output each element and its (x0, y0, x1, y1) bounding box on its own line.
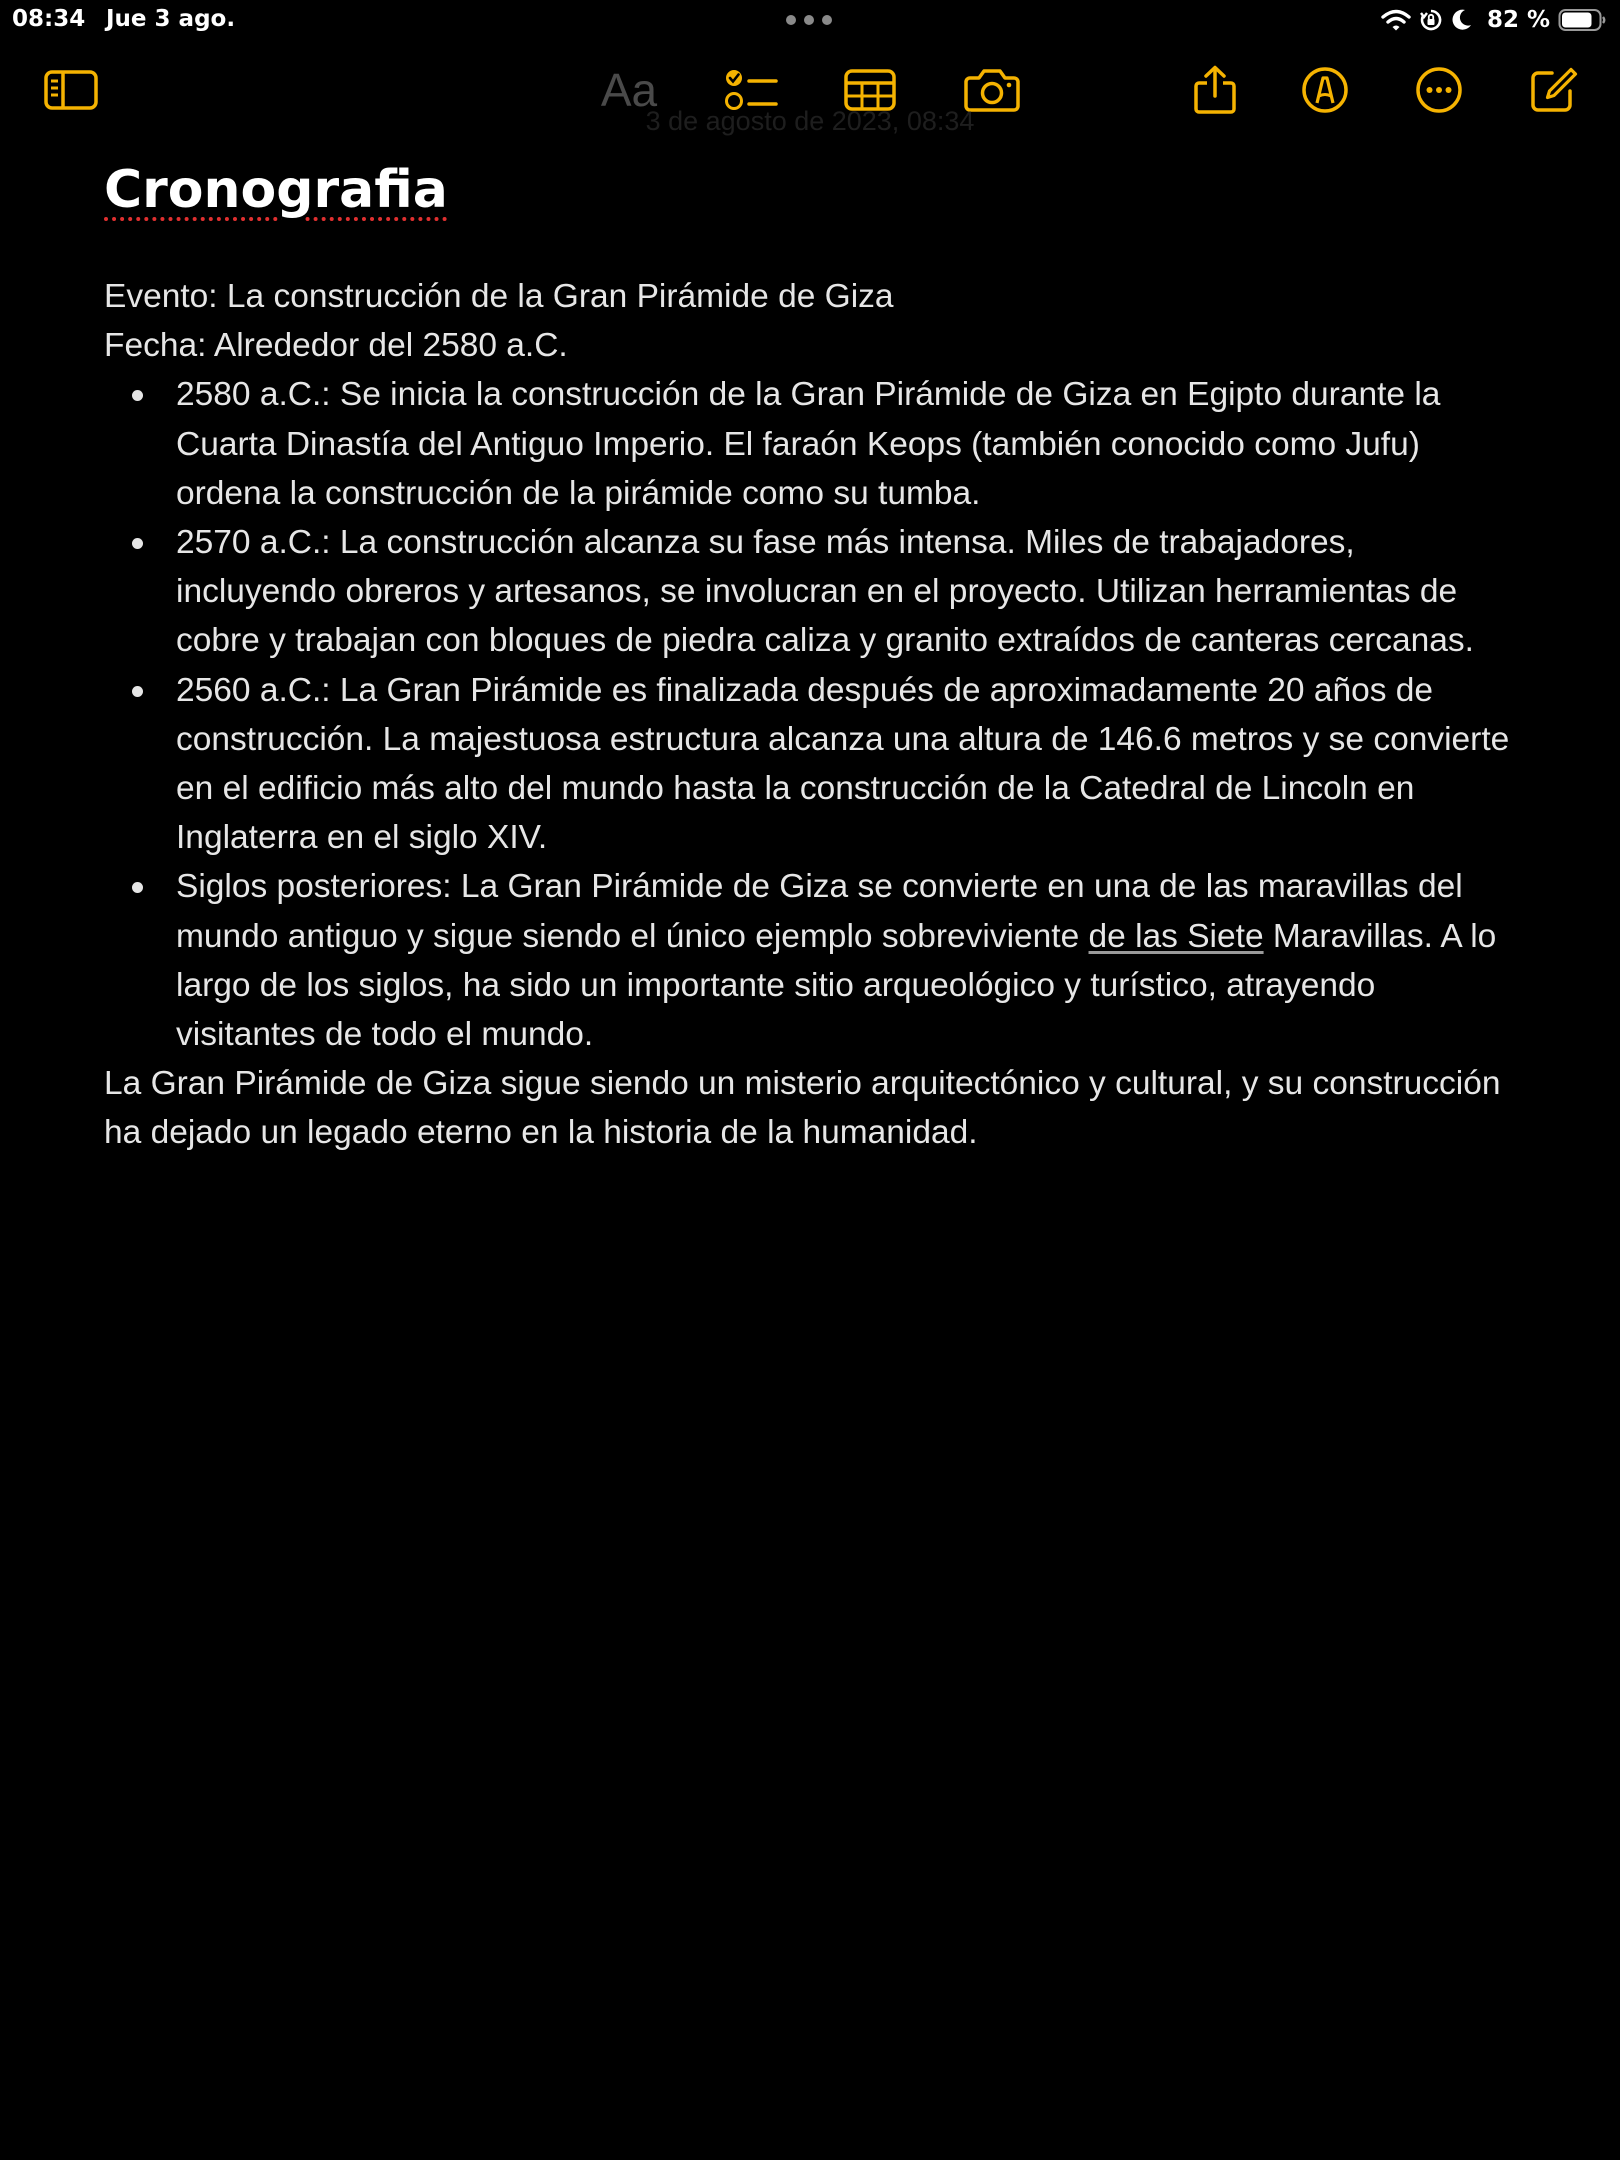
sidebar-icon (44, 69, 98, 111)
note-body[interactable] (104, 272, 1524, 1158)
status-time: 08:34 (12, 6, 86, 32)
status-date: Jue 3 ago. (106, 6, 236, 32)
wifi-icon (1381, 8, 1411, 32)
event-line: Evento: La construcción de la Gran Pirámide de Giza (104, 278, 894, 315)
list-item: 2560 a.C.: La Gran Pirámide es finalizada después de aproximadamente 20 años de construcción. La majestuosa estructura alcanza una altura de 146.6 metros y se convierte en el edificio más alto del mundo hasta la construcción de la Catedral de Lincoln en Inglaterra en el siglo XIV. (176, 666, 1524, 863)
dot-icon (786, 15, 796, 25)
detected-link[interactable]: de las Siete (1088, 917, 1264, 955)
list-item-text: Siglos posteriores: La Gran Pirámide de Giza se convierte en una de las maravillas del mundo antiguo y sigue siendo el único ejemplo sobreviviente (176, 868, 1463, 955)
dot-icon (822, 15, 832, 25)
orientation-lock-icon (1419, 8, 1443, 32)
status-indicators (1381, 4, 1606, 36)
battery-icon (1558, 8, 1606, 32)
list-item-text: Maravillas. A lo largo de los siglos, ha sido un importante sitio arqueológico y turístico, atrayendo visitantes de todo el mundo. (176, 917, 1497, 1054)
list-item: 2570 a.C.: La construcción alcanza su fase más intensa. Miles de trabajadores, incluyendo obreros y artesanos, se involucran en el proyecto. Utilizan herramientas de cobre y trabajan con bloques de piedra caliza y granito extraídos de canteras cercanas. (176, 518, 1524, 666)
closing-paragraph: La Gran Pirámide de Giza sigue siendo un misterio arquitectónico y cultural, y su construcción ha dejado un legado eterno en la historia de la humanidad. (104, 1065, 1501, 1152)
battery-percent: 82 % (1486, 7, 1550, 33)
note-date-header: 3 de agosto de 2023, 08:34 (645, 106, 975, 136)
list-item (176, 862, 1524, 1059)
list-item: 2580 a.C.: Se inicia la construcción de la Gran Pirámide de Giza en Egipto durante la Cuarta Dinastía del Antiguo Imperio. El faraón Keops (también conocido como Jufu) ordena la construcción de la pirámide como su tumba. (176, 370, 1524, 518)
dot-icon (804, 15, 814, 25)
table-icon (844, 69, 896, 111)
status-bar (0, 0, 1620, 40)
note-editor[interactable] (104, 158, 1524, 1158)
date-line: Fecha: Alrededor del 2580 a.C. (104, 327, 568, 365)
multitasking-dots[interactable] (786, 14, 832, 26)
format-label: Aa (600, 64, 658, 116)
moon-icon (1451, 8, 1473, 32)
note-title[interactable]: Cronografia (104, 160, 448, 220)
timeline-list (104, 370, 1524, 1059)
